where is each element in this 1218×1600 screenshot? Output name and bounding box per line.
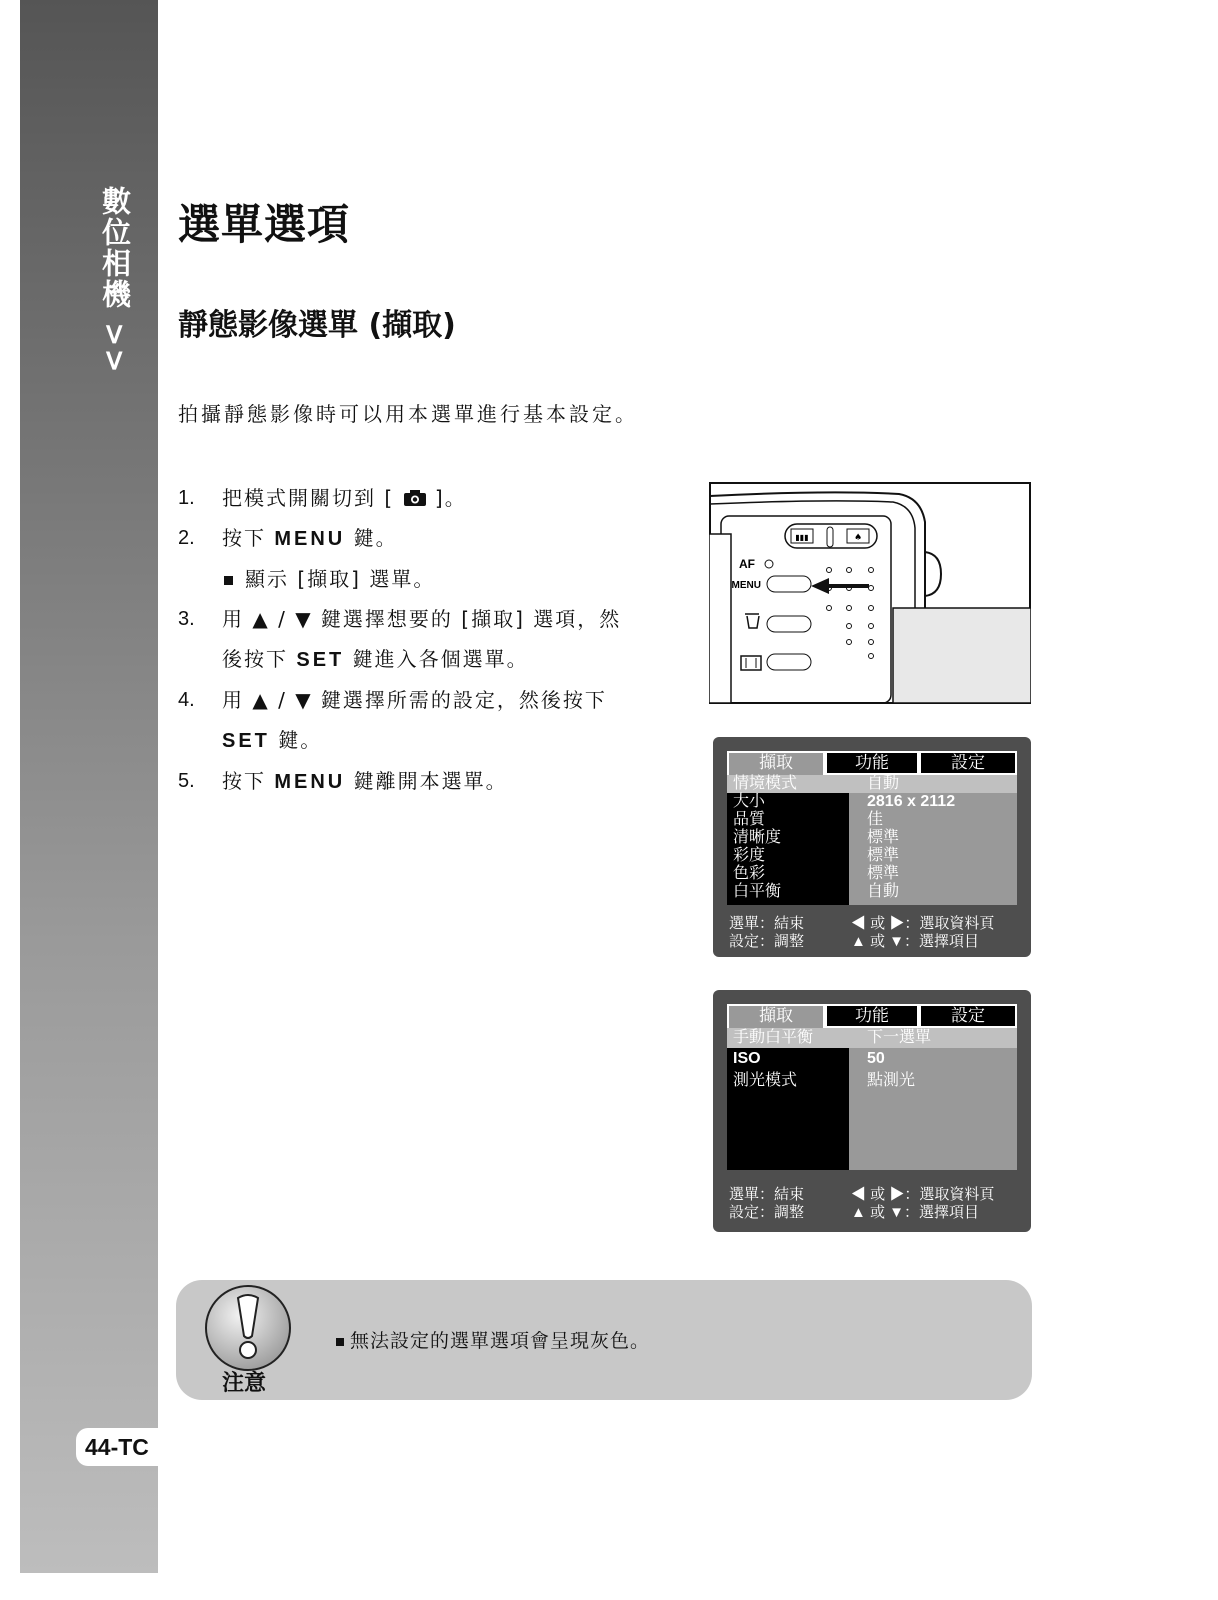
step-text: 用 ▲ / ▼ 鍵選擇所需的設定，然後按下 [222, 688, 607, 712]
tab-function: 功能 [825, 751, 919, 775]
step-text: 把模式開關切到 [ [222, 486, 403, 510]
note-label: 注意 [222, 1371, 267, 1396]
menu-item-value: 標準 [867, 847, 900, 864]
step-text: 按下 [222, 526, 275, 550]
steps-list [178, 478, 688, 802]
step-number: 5. [178, 770, 195, 792]
menu-tabs [727, 751, 1017, 775]
footer-right-1: ◀ 或 ▶：選取資料頁 [851, 915, 995, 932]
page-number: 44-TC [76, 1428, 168, 1466]
footer-left-1: 選單：結束 [729, 1186, 805, 1203]
bullet-icon [336, 1338, 344, 1346]
note-text-content: 無法設定的選單選項會呈現灰色。 [350, 1330, 651, 1352]
menu-item-value: 標準 [867, 829, 900, 846]
svg-text:♠: ♠ [853, 533, 863, 543]
step-text-end: 鍵進入各個選單。 [344, 647, 529, 671]
step-2 [178, 518, 688, 559]
step-2-sub [178, 559, 688, 599]
menu-body [727, 775, 1017, 905]
step-1 [178, 478, 688, 518]
footer-right-2: ▲ 或 ▼：選擇項目 [851, 1204, 980, 1221]
footer-right-2: ▲ 或 ▼：選擇項目 [851, 933, 980, 950]
menu-item-label: 彩度 [733, 847, 766, 864]
menu-item-value: 標準 [867, 865, 900, 882]
menu-item-label: 大小 [733, 793, 766, 810]
menu-item-label: 色彩 [733, 865, 766, 882]
menu-values [849, 775, 1017, 905]
menu-item-value-wrap [849, 793, 1017, 811]
menu-item-value: 自動 [867, 883, 900, 900]
menu-item-value: 點測光 [867, 1072, 916, 1089]
note-box [176, 1280, 1032, 1400]
af-label: AF [739, 557, 755, 571]
menu-label: MENU [731, 580, 761, 591]
step-4 [178, 680, 688, 761]
sidebar-label: 數位相機 >> [98, 186, 132, 375]
menu-item-value: 佳 [867, 811, 884, 828]
step-text-end: ]。 [426, 486, 467, 510]
menu-item-value: 下一選單 [849, 1028, 1017, 1048]
step-text: 用 ▲ / ▼ 鍵選擇想要的 [擷取] 選項，然 [222, 607, 622, 631]
page-title: 選單選項 [178, 200, 351, 249]
step-text-end: 鍵。 [345, 526, 398, 550]
footer-left-2: 設定：調整 [729, 1204, 805, 1221]
step-5 [178, 761, 688, 802]
menu-item-label: 品質 [733, 811, 766, 828]
footer-left-1: 選單：結束 [729, 915, 805, 932]
tab-settings: 設定 [919, 1004, 1017, 1028]
set-key-label: SET [296, 649, 345, 671]
menu-item-value: 2816 x 2112 [867, 793, 956, 810]
note-text [336, 1326, 650, 1353]
lcd-menu-capture-page2 [713, 990, 1031, 1232]
step-3 [178, 599, 688, 680]
step-text-2 [222, 639, 688, 680]
sidebar [20, 0, 158, 1573]
menu-item-value: 50 [867, 1050, 885, 1067]
menu-item-label: 測光模式 [733, 1072, 798, 1089]
menu-body [727, 1028, 1017, 1170]
menu-tabs [727, 1004, 1017, 1028]
menu-item-label: 手動白平衡 [727, 1028, 849, 1048]
menu-item-label: ISO [733, 1050, 761, 1067]
step-number: 3. [178, 608, 195, 630]
camera-icon [403, 489, 427, 507]
tab-capture: 擷取 [727, 1004, 825, 1028]
footer-left-2: 設定：調整 [729, 933, 805, 950]
footer-right-1: ◀ 或 ▶：選取資料頁 [851, 1186, 995, 1203]
step-text-end: 鍵離開本選單。 [345, 769, 508, 793]
bullet-icon [224, 576, 233, 585]
tab-function: 功能 [825, 1004, 919, 1028]
step-text-pre: 後按下 [222, 647, 297, 671]
svg-text:▮▮▮: ▮▮▮ [795, 533, 809, 542]
step-text-end: 鍵。 [269, 728, 323, 752]
menu-item-label: 情境模式 [727, 775, 849, 793]
menu-item-value: 自動 [849, 775, 1017, 793]
sub-text: 顯示 [擷取] 選單。 [245, 567, 436, 591]
menu-labels [727, 775, 849, 905]
menu-item-label-wrap [727, 1048, 849, 1070]
set-key-label: SET [222, 730, 270, 752]
camera-back-illustration [709, 482, 1031, 704]
menu-values [849, 1028, 1017, 1170]
step-number: 2. [178, 527, 195, 549]
tab-capture: 擷取 [727, 751, 825, 775]
section-title: 靜態影像選單 (擷取) [178, 308, 456, 343]
menu-key-label: MENU [274, 528, 346, 550]
step-text: 按下 [222, 769, 275, 793]
menu-item-value-wrap [849, 1048, 1017, 1070]
lcd-menu-capture [713, 737, 1031, 957]
menu-key-label: MENU [274, 771, 346, 793]
step-number: 1. [178, 487, 195, 509]
step-number: 4. [178, 689, 195, 711]
step-text-2 [222, 720, 688, 761]
menu-labels [727, 1028, 849, 1170]
menu-item-label: 清晰度 [733, 829, 782, 846]
menu-item-label: 白平衡 [733, 883, 782, 900]
intro-text: 拍攝靜態影像時可以用本選單進行基本設定。 [178, 402, 638, 426]
tab-settings: 設定 [919, 751, 1017, 775]
warning-icon [204, 1284, 292, 1372]
